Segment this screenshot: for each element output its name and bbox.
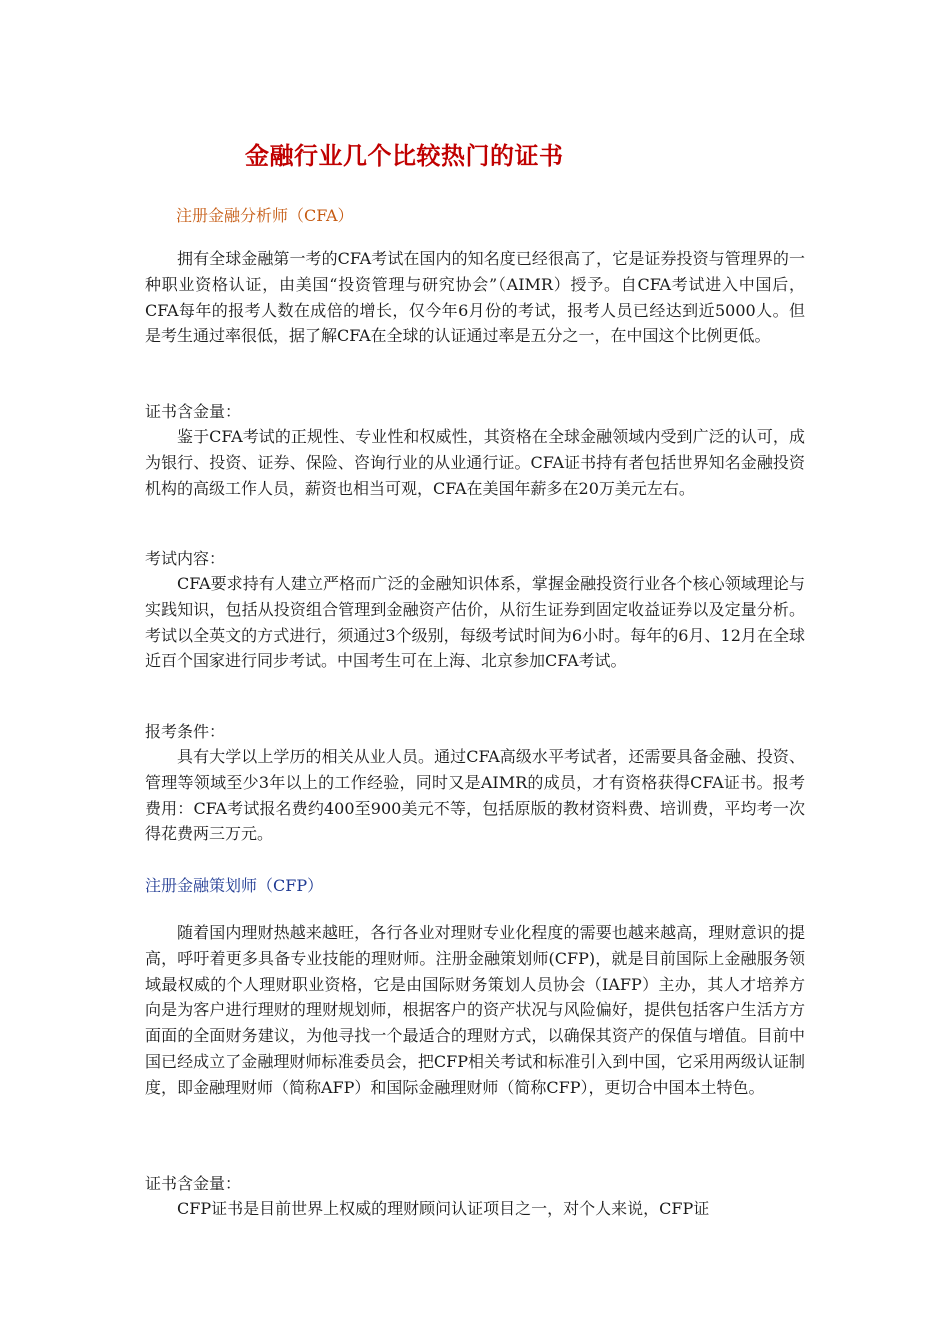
section-heading-cfp: 注册金融策划师（CFP）: [145, 876, 324, 895]
cfa-value-paragraph: 鉴于CFA考试的正规性、专业性和权威性，其资格在全球金融领域内受到广泛的认可，成为银行、投资、证券、保险、咨询行业的从业通行证。CFA证书持有者包括世界知名金融投资机构的高级工作人员，薪资也相当可观，CFA在美国年薪多在20万美元左右。: [145, 427, 805, 498]
cfa-requirements-label: 报考条件：: [145, 722, 226, 741]
cfa-requirements-paragraph: 具有大学以上学历的相关从业人员。通过CFA高级水平考试者，还需要具备金融、投资、管理等领域至少3年以上的工作经验，同时又是AIMR的成员，才有资格获得CFA证书。报考费用：CFA考试报名费约400至900美元不等，包括原版的教材资料费、培训费，平均考一次得花费两三万元。: [145, 747, 805, 844]
section-heading-cfa: 注册金融分析师（CFA）: [176, 206, 354, 225]
cfa-exam-content-paragraph: CFA要求持有人建立严格而广泛的金融知识体系，掌握金融投资行业各个核心领域理论与实践知识，包括从投资组合管理到金融资产估价，从衍生证券到固定收益证券以及定量分析。考试以全英文的方式进行，须通过3个级别，每级考试时间为6小时。每年的6月、12月在全球近百个国家进行同步考试。中国考生可在上海、北京参加CFA考试。: [145, 574, 805, 671]
cfa-exam-content-label: 考试内容：: [145, 549, 226, 568]
cfa-value-label: 证书含金量：: [145, 402, 242, 421]
cfp-value-paragraph: CFP证书是目前世界上权威的理财顾问认证项目之一，对个人来说，CFP证: [177, 1199, 710, 1218]
cfp-intro-paragraph: 随着国内理财热越来越旺，各行各业对理财专业化程度的需要也越来越高，理财意识的提高，呼吁着更多具备专业技能的理财师。注册金融策划师(CFP)，就是目前国际上金融服务领域最权威的个人理财职业资格，它是由国际财务策划人员协会（IAFP）主办，其人才培养方向是为客户进行理财的理财规划师，根据客户的资产状况与风险偏好，提供包括客户生活方方面面的全面财务建议，为他寻找一个最适合的理财方式，以确保其资产的保值与增值。目前中国已经成立了金融理财师标准委员会，把CFP相关考试和标准引入到中国，它采用两级认证制度，即金融理财师（简称AFP）和国际金融理财师（简称CFP），更切合中国本土特色。: [145, 923, 805, 1097]
document-title: 金融行业几个比较热门的证书: [245, 141, 564, 170]
cfa-intro-paragraph: 拥有全球金融第一考的CFA考试在国内的知名度已经很高了，它是证券投资与管理界的一种职业资格认证，由美国“投资管理与研究协会”（AIMR）授予。自CFA考试进入中国后，CFA每年的报考人数在成倍的增长，仅今年6月份的考试，报考人员已经达到近5000人。但是考生通过率很低，据了解CFA在全球的认证通过率是五分之一，在中国这个比例更低。: [145, 249, 805, 346]
cfp-value-label: 证书含金量：: [145, 1174, 242, 1193]
